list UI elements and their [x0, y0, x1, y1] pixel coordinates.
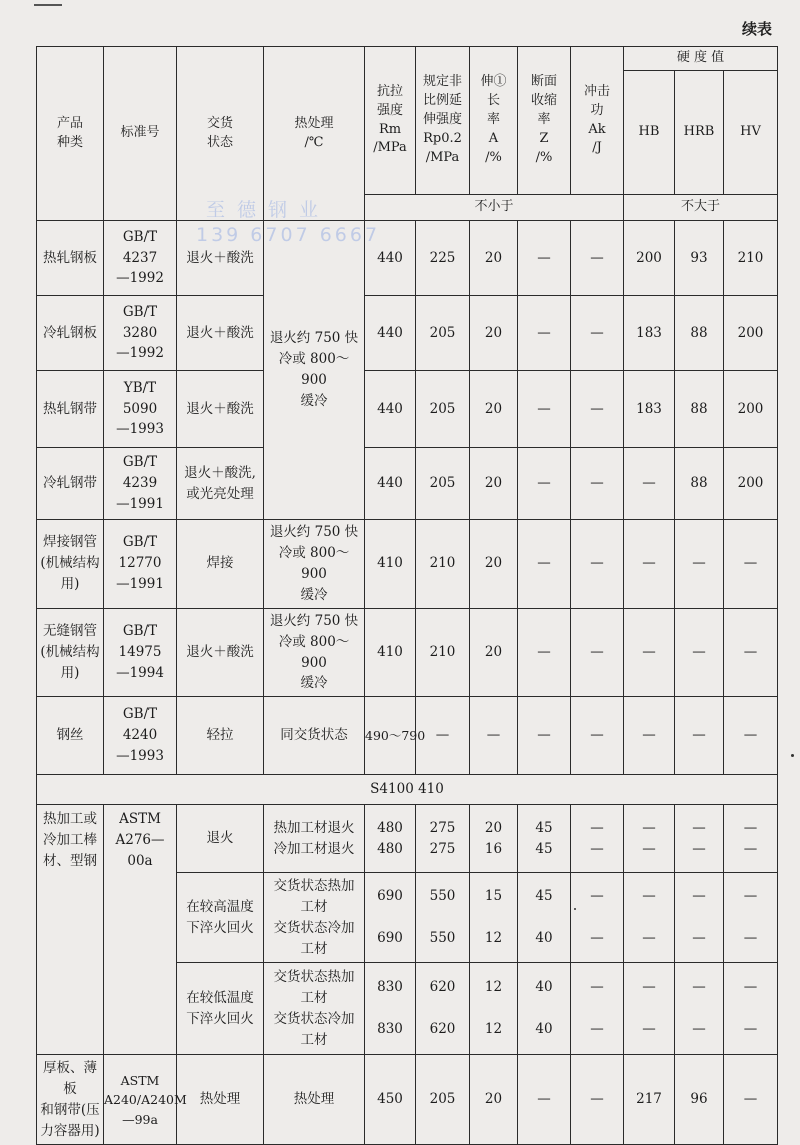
cell-hrb: — —	[675, 963, 724, 1055]
cell-hb: 183	[624, 296, 675, 371]
cell-hv: — —	[724, 873, 778, 963]
cell-standard: ASTM A276—00a	[104, 805, 177, 1055]
cell-z: 40 40	[518, 963, 571, 1055]
cell-a: 20	[470, 296, 518, 371]
cell-rp: 225	[416, 221, 470, 296]
cell-ak: — —	[571, 805, 624, 873]
cell-delivery: 退火＋酸洗	[177, 296, 264, 371]
cell-ak: — —	[571, 963, 624, 1055]
cell-ak: —	[571, 371, 624, 448]
cell-delivery: 在较高温度 下淬火回火	[177, 873, 264, 963]
cell-z: —	[518, 221, 571, 296]
cell-rm: 450	[365, 1055, 416, 1145]
cell-product: 钢丝	[37, 697, 104, 775]
cell-standard: YB/T 5090 —1993	[104, 371, 177, 448]
cell-hv: 200	[724, 448, 778, 520]
cell-z: 45 45	[518, 805, 571, 873]
cell-delivery: 热处理	[177, 1055, 264, 1145]
cell-hrb: 88	[675, 371, 724, 448]
cell-z: —	[518, 608, 571, 697]
cell-rm: 480 480	[365, 805, 416, 873]
cell-product: 热轧钢板	[37, 221, 104, 296]
cell-a: —	[470, 697, 518, 775]
cell-hb: — —	[624, 963, 675, 1055]
cell-hv: —	[724, 1055, 778, 1145]
table-row	[37, 520, 778, 609]
cell-z: —	[518, 371, 571, 448]
cell-heat: 退火约 750 快 冷或 800～900 缓冷	[264, 520, 365, 609]
cell-a: 20	[470, 371, 518, 448]
cell-a: 20 16	[470, 805, 518, 873]
cell-delivery: 退火＋酸洗, 或光亮处理	[177, 448, 264, 520]
cell-standard: GB/T 12770 —1991	[104, 520, 177, 609]
table-row	[37, 448, 778, 520]
cell-ak: —	[571, 608, 624, 697]
cell-rp: 205	[416, 448, 470, 520]
cell-rm: 440	[365, 371, 416, 448]
watermark-name: 至德钢业	[206, 199, 331, 221]
cell-delivery: 退火＋酸洗	[177, 221, 264, 296]
header-standard: 标准号	[104, 47, 177, 221]
cell-z: 45 40	[518, 873, 571, 963]
table-row	[37, 805, 778, 873]
cell-hrb: —	[675, 697, 724, 775]
cell-a: 12 12	[470, 963, 518, 1055]
grade-band: S4100 410	[37, 775, 778, 805]
cell-rm: 440	[365, 221, 416, 296]
header-heat-treatment: 热处理 /℃	[264, 47, 365, 221]
cell-hrb: 93	[675, 221, 724, 296]
continued-label: 续表	[741, 20, 772, 38]
cell-hv: 200	[724, 296, 778, 371]
header-tensile: 抗拉 强度 Rm /MPa	[365, 47, 416, 195]
cell-hv: — —	[724, 963, 778, 1055]
cell-standard: ASTM A240/A240M —99a	[104, 1055, 177, 1145]
cell-hb: —	[624, 448, 675, 520]
header-impact: 冲击 功 Ak /J	[571, 47, 624, 195]
cell-heat: 同交货状态	[264, 697, 365, 775]
cell-heat: 热加工材退火 冷加工材退火	[264, 805, 365, 873]
cell-hrb: — —	[675, 873, 724, 963]
cell-z: —	[518, 296, 571, 371]
cell-a: 20	[470, 221, 518, 296]
cell-product: 热轧钢带	[37, 371, 104, 448]
cell-z: —	[518, 697, 571, 775]
header-reduction: 断面 收缩 率 Z /%	[518, 47, 571, 195]
header-delivery: 交货 状态	[177, 47, 264, 221]
header-hrb: HRB	[675, 71, 724, 195]
cell-standard: GB/T 4239 —1991	[104, 448, 177, 520]
cell-hb: —	[624, 608, 675, 697]
cell-z: —	[518, 448, 571, 520]
cell-a: 20	[470, 520, 518, 609]
cell-hv: —	[724, 608, 778, 697]
cell-hb: — —	[624, 873, 675, 963]
cell-standard: GB/T 4240 —1993	[104, 697, 177, 775]
cell-rm: 440	[365, 296, 416, 371]
cell-product: 热加工或 冷加工棒 材、型钢	[37, 805, 104, 1055]
cell-delivery: 在较低温度 下淬火回火	[177, 963, 264, 1055]
cell-standard: GB/T 3280 —1992	[104, 296, 177, 371]
cell-rp: —	[416, 697, 470, 775]
cell-delivery: 焊接	[177, 520, 264, 609]
cell-rm: 440	[365, 448, 416, 520]
cell-heat: 热处理	[264, 1055, 365, 1145]
cell-heat: 退火约 750 快 冷或 800～900 缓冷	[264, 608, 365, 697]
header-not-less: 不小于	[365, 195, 624, 221]
cell-a: 20	[470, 608, 518, 697]
cell-rm: 690 690	[365, 873, 416, 963]
cell-rp: 550 550	[416, 873, 470, 963]
table-row	[37, 697, 778, 775]
cell-delivery: 退火＋酸洗	[177, 608, 264, 697]
cell-hb: 217	[624, 1055, 675, 1145]
cell-heat: 交货状态热加 工材 交货状态冷加 工材	[264, 963, 365, 1055]
cell-hrb: 88	[675, 296, 724, 371]
cell-hb: 183	[624, 371, 675, 448]
cell-z: —	[518, 520, 571, 609]
cell-rp: 205	[416, 371, 470, 448]
cell-rp: 205	[416, 296, 470, 371]
cell-product: 冷轧钢带	[37, 448, 104, 520]
cell-product: 冷轧钢板	[37, 296, 104, 371]
cell-rp: 210	[416, 520, 470, 609]
table-row	[37, 221, 778, 296]
cell-hrb: — —	[675, 805, 724, 873]
cell-delivery: 退火＋酸洗	[177, 371, 264, 448]
header-elongation: 伸① 长 率 A /%	[470, 47, 518, 195]
cell-hv: —	[724, 697, 778, 775]
table-row	[37, 371, 778, 448]
cell-hrb: —	[675, 520, 724, 609]
cell-rm: 410	[365, 520, 416, 609]
cell-a: 15 12	[470, 873, 518, 963]
header-hv: HV	[724, 71, 778, 195]
cell-hv: — —	[724, 805, 778, 873]
cell-standard: GB/T 4237 —1992	[104, 221, 177, 296]
cell-hrb: 88	[675, 448, 724, 520]
cell-heat: 交货状态热加 工材 交货状态冷加 工材	[264, 873, 365, 963]
cell-ak: —	[571, 520, 624, 609]
table-row	[37, 296, 778, 371]
header-yield: 规定非 比例延 伸强度 Rp0.2 /MPa	[416, 47, 470, 195]
cell-delivery: 退火	[177, 805, 264, 873]
cell-hv: 200	[724, 371, 778, 448]
cell-hb: — —	[624, 805, 675, 873]
table-row	[37, 608, 778, 697]
cell-rm: 490～790	[365, 697, 416, 775]
cell-hb: 200	[624, 221, 675, 296]
cell-hrb: 96	[675, 1055, 724, 1145]
cell-ak: —	[571, 1055, 624, 1145]
cell-ak: —	[571, 448, 624, 520]
header-hb: HB	[624, 71, 675, 195]
cell-ak: —	[571, 296, 624, 371]
cell-rm: 410	[365, 608, 416, 697]
cell-a: 20	[470, 1055, 518, 1145]
cell-ak: —	[571, 221, 624, 296]
cell-hb: —	[624, 520, 675, 609]
cell-hv: —	[724, 520, 778, 609]
cell-standard: GB/T 14975 —1994	[104, 608, 177, 697]
scan-speck	[791, 754, 794, 757]
cell-z: —	[518, 1055, 571, 1145]
cell-hb: —	[624, 697, 675, 775]
cell-ak: —	[571, 697, 624, 775]
cell-rp: 210	[416, 608, 470, 697]
cell-shared-heat: 退火约 750 快 冷或 800～900 缓冷	[264, 221, 365, 520]
cell-rp: 205	[416, 1055, 470, 1145]
scan-speck	[574, 908, 576, 910]
cell-rp: 620 620	[416, 963, 470, 1055]
watermark-phone: 139 6707 6667	[196, 223, 381, 246]
cell-rp: 275 275	[416, 805, 470, 873]
header-hardness: 硬 度 值	[624, 47, 778, 71]
cell-rm: 830 830	[365, 963, 416, 1055]
cell-delivery: 轻拉	[177, 697, 264, 775]
properties-table	[36, 46, 778, 1145]
cell-ak: — —	[571, 873, 624, 963]
header-product: 产品 种类	[37, 47, 104, 221]
header-not-more: 不大于	[624, 195, 778, 221]
cell-hv: 210	[724, 221, 778, 296]
cell-product: 厚板、薄板 和钢带(压 力容器用)	[37, 1055, 104, 1145]
cell-hrb: —	[675, 608, 724, 697]
top-rule	[34, 4, 62, 6]
table-row	[37, 1055, 778, 1145]
cell-product: 无缝钢管 (机械结构 用)	[37, 608, 104, 697]
cell-product: 焊接钢管 (机械结构 用)	[37, 520, 104, 609]
cell-a: 20	[470, 448, 518, 520]
